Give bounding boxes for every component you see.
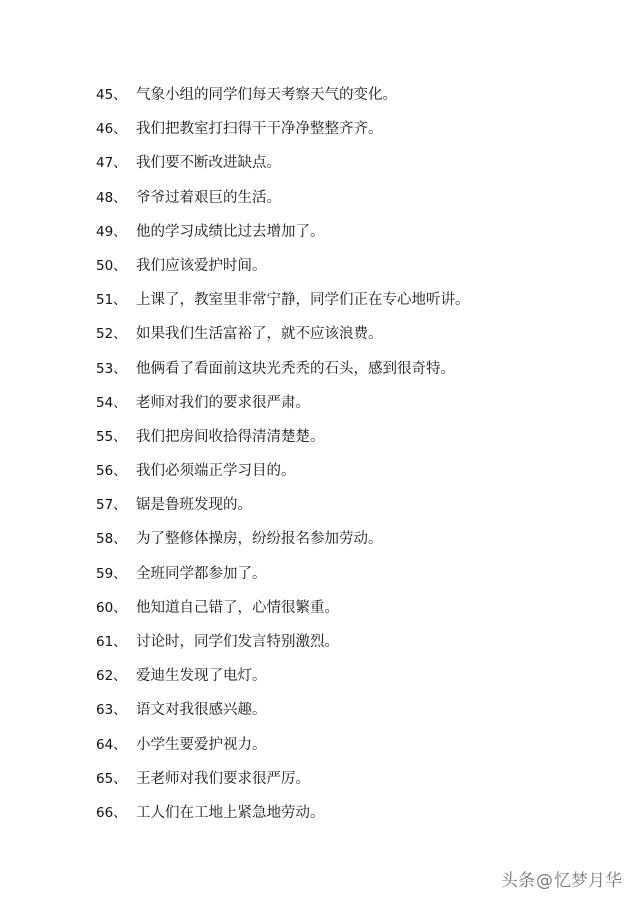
item-text: 小学生要爱护视力。 [136, 736, 267, 753]
watermark-platform: 头条 [501, 871, 535, 891]
item-text: 他俩看了看面前这块光秃秃的石头，感到很奇特。 [136, 360, 455, 377]
item-text: 我们必须端正学习目的。 [136, 463, 296, 480]
item-number: 64、 [96, 736, 127, 753]
item-number: 49、 [96, 223, 127, 240]
item-number: 50、 [96, 257, 127, 274]
item-text: 我们要不断改进缺点。 [136, 155, 281, 172]
list-item [0, 488, 640, 522]
item-text: 语文对我很感兴趣。 [136, 702, 267, 719]
list-item [0, 386, 640, 420]
list-item [0, 249, 640, 283]
list-item [0, 283, 640, 317]
sentence-list [0, 78, 640, 830]
item-number: 54、 [96, 394, 127, 411]
item-text: 我们把教室打扫得干干净净整整齐齐。 [136, 121, 383, 138]
item-number: 57、 [96, 497, 127, 514]
item-text: 我们应该爱护时间。 [136, 257, 267, 274]
item-number: 47、 [96, 155, 127, 172]
item-text: 上课了，教室里非常宁静，同学们正在专心地听讲。 [136, 292, 470, 309]
list-item [0, 591, 640, 625]
item-text: 爷爷过着艰巨的生活。 [136, 189, 281, 206]
list-item [0, 728, 640, 762]
list-item [0, 420, 640, 454]
item-text: 工人们在工地上紧急地劳动。 [136, 804, 325, 821]
watermark-author: 忆梦月华 [554, 871, 622, 891]
item-number: 48、 [96, 189, 127, 206]
item-text: 王老师对我们要求很严厉。 [136, 770, 310, 787]
list-item [0, 625, 640, 659]
list-item [0, 693, 640, 727]
item-number: 60、 [96, 599, 127, 616]
item-text: 他知道自己错了，心情很繁重。 [136, 599, 339, 616]
list-item [0, 762, 640, 796]
item-number: 53、 [96, 360, 127, 377]
item-number: 63、 [96, 702, 127, 719]
list-item [0, 522, 640, 556]
item-text: 老师对我们的要求很严肃。 [136, 394, 310, 411]
list-item [0, 146, 640, 180]
item-text: 爱迪生发现了电灯。 [136, 668, 267, 685]
item-number: 51、 [96, 292, 127, 309]
item-number: 55、 [96, 428, 127, 445]
list-item [0, 112, 640, 146]
item-number: 61、 [96, 634, 127, 650]
list-item [0, 78, 640, 112]
list-item [0, 557, 640, 591]
item-number: 46、 [96, 121, 127, 138]
list-item [0, 181, 640, 215]
list-item [0, 796, 640, 830]
item-text: 全班同学都参加了。 [136, 565, 267, 582]
item-text: 我们把房间收拾得清清楚楚。 [136, 428, 325, 445]
item-number: 56、 [96, 463, 127, 480]
item-text: 如果我们生活富裕了，就不应该浪费。 [136, 326, 383, 343]
item-number: 59、 [96, 565, 127, 582]
item-number: 45、 [96, 87, 127, 103]
list-item [0, 454, 640, 488]
item-text: 气象小组的同学们每天考察天气的变化。 [136, 87, 397, 103]
list-item [0, 352, 640, 386]
item-text: 为了整修体操房，纷纷报名参加劳动。 [136, 531, 383, 548]
watermark [501, 867, 622, 895]
item-text: 讨论时，同学们发言特别激烈。 [136, 634, 339, 650]
list-item [0, 659, 640, 693]
list-item [0, 215, 640, 249]
item-number: 66、 [96, 804, 127, 821]
item-number: 62、 [96, 668, 127, 685]
item-text: 他的学习成绩比过去增加了。 [136, 223, 325, 240]
item-number: 52、 [96, 326, 127, 343]
item-number: 65、 [96, 770, 127, 787]
item-text: 锯是鲁班发现的。 [136, 497, 252, 514]
item-number: 58、 [96, 531, 127, 548]
list-item [0, 317, 640, 351]
watermark-at-symbol: @ [536, 871, 553, 891]
